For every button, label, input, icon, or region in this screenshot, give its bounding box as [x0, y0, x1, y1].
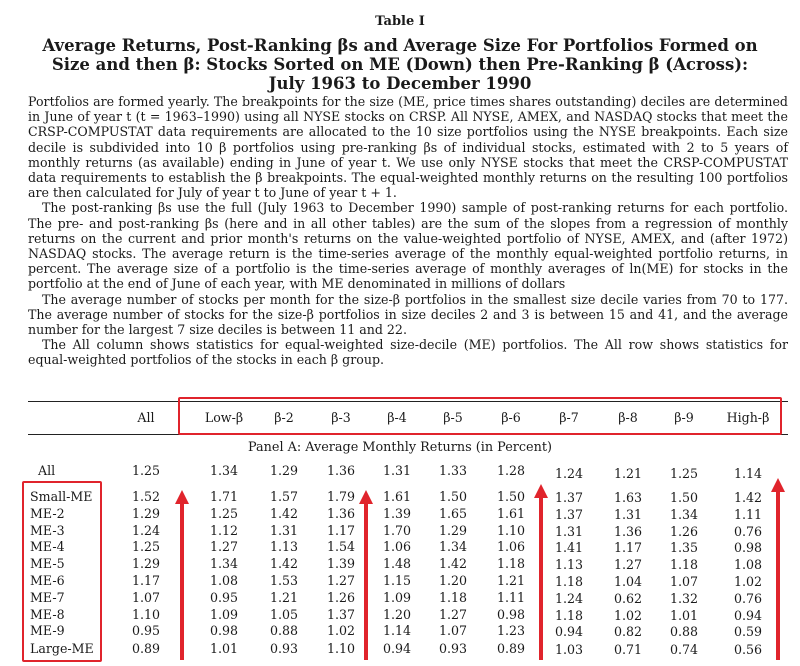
column-header-beta: β-9	[674, 410, 694, 425]
table-cell: 1.21	[496, 573, 526, 588]
table-cell: 1.50	[496, 489, 526, 504]
table-cell: 1.34	[669, 507, 699, 522]
table-cell: 1.26	[326, 590, 356, 605]
table-cell: 0.88	[669, 624, 699, 639]
row-label-size: ME-7	[30, 590, 65, 605]
table-cell: 1.50	[438, 489, 468, 504]
table-cell: 1.37	[326, 607, 356, 622]
column-header-beta: β-4	[387, 410, 407, 425]
title-line-2: Size and then β: Stocks Sorted on ME (Down) then Pre-Ranking β (Across):	[51, 55, 749, 74]
table-cell: 1.24	[554, 466, 584, 481]
table-cell: 1.20	[382, 607, 412, 622]
table-cell: 1.02	[613, 608, 643, 623]
row-label-size: ME-3	[30, 523, 65, 538]
table-cell: 1.21	[269, 590, 299, 605]
table-cell: 1.32	[669, 591, 699, 606]
table-cell: 1.07	[438, 623, 468, 638]
table-cell: 1.13	[554, 557, 584, 572]
row-label-size: ME-9	[30, 623, 65, 638]
column-header-beta: Low-β	[204, 410, 244, 425]
table-cell: 1.41	[554, 540, 584, 555]
table-cell: 1.27	[613, 557, 643, 572]
row-label-size: ME-4	[30, 539, 65, 554]
table-cell: 0.74	[669, 642, 699, 657]
table-cell: 1.61	[382, 489, 412, 504]
table-cell: 0.98	[733, 540, 763, 555]
table-cell: 1.05	[269, 607, 299, 622]
table-cell: 1.12	[209, 523, 239, 538]
table-cell: 1.10	[496, 523, 526, 538]
table-cell: 1.54	[326, 539, 356, 554]
table-cell: 1.65	[438, 506, 468, 521]
table-cell: 1.31	[554, 524, 584, 539]
table-cell: 1.71	[209, 489, 239, 504]
up-arrow-icon	[175, 490, 189, 660]
table-cell: 1.52	[131, 489, 161, 504]
row-label-size: ME-6	[30, 573, 65, 588]
table-cell: 1.14	[382, 623, 412, 638]
table-cell: 1.02	[326, 623, 356, 638]
table-cell: 1.39	[326, 556, 356, 571]
table-cell: 0.88	[269, 623, 299, 638]
table-cell: 0.89	[496, 641, 526, 656]
table-cell: 0.93	[269, 641, 299, 656]
table-cell: 1.42	[269, 506, 299, 521]
table-cell: 1.24	[131, 523, 161, 538]
table-cell: 1.17	[326, 523, 356, 538]
table-cell: 1.11	[496, 590, 526, 605]
table-cell: 1.18	[554, 574, 584, 589]
table-cell: 1.61	[496, 506, 526, 521]
table-label: Table I	[375, 14, 425, 29]
table-cell: 0.56	[733, 642, 763, 657]
table-cell: 1.04	[613, 574, 643, 589]
table-cell: 0.89	[131, 641, 161, 656]
table-cell: 1.36	[326, 506, 356, 521]
column-header-beta: β-7	[559, 410, 579, 425]
table-cell: 1.25	[131, 463, 161, 478]
table-cell: 1.63	[613, 490, 643, 505]
column-header-beta: β-2	[274, 410, 294, 425]
column-header-beta: High-β	[726, 410, 770, 425]
table-cell: 1.42	[438, 556, 468, 571]
row-label-size: Large-ME	[30, 641, 94, 656]
table-cell: 1.29	[269, 463, 299, 478]
table-cell: 0.95	[209, 590, 239, 605]
table-cell: 0.76	[733, 591, 763, 606]
table-cell: 1.36	[613, 524, 643, 539]
table-cell: 1.20	[438, 573, 468, 588]
caption-paragraph-1: Portfolios are formed yearly. The breakpoints for the size (ME, price times shares outstanding) deciles are determined in June of year t (t = 1963–1990) using all NYSE stocks on CRSP. All NYSE, AMEX, and NASDAQ stocks that meet the CRSP-COMPUSTAT data requirements are allocated to the 10 size portfolios using the NYSE breakpoints. Each size decile is subdivided into 10 β portfolios using pre-ranking βs of individual stocks, estimated with 2 to 5 years of monthly returns (as available) ending in June of year t. We use only NYSE stocks that meet the CRSP-COMPUSTAT data requirements to establish the β breakpoints. The equal-weighted monthly returns on the resulting 100 portfolios are then calculated for July of year t to June of year t + 1.	[28, 94, 788, 201]
table-cell: 0.94	[554, 624, 584, 639]
table-cell: 1.01	[209, 641, 239, 656]
caption-paragraph-3: The average number of stocks per month for the size-β portfolios in the smallest size decile varies from 70 to 177. The average number of stocks for the size-β portfolios in size deciles 2 and 3 is between 15 and 41, and the average number for the largest 7 size deciles is between 11 and 22.	[28, 291, 788, 338]
table-cell: 1.37	[554, 507, 584, 522]
table-cell: 1.57	[269, 489, 299, 504]
table-cell: 1.18	[554, 608, 584, 623]
table-cell: 1.42	[269, 556, 299, 571]
table-cell: 0.94	[733, 608, 763, 623]
up-arrow-icon	[771, 478, 785, 660]
column-header-beta: β-3	[331, 410, 351, 425]
table-cell: 1.48	[382, 556, 412, 571]
table-cell: 1.18	[438, 590, 468, 605]
table-cell: 1.09	[209, 607, 239, 622]
table-cell: 1.08	[209, 573, 239, 588]
table-cell: 1.26	[669, 524, 699, 539]
table-cell: 1.34	[438, 539, 468, 554]
table-cell: 1.25	[131, 539, 161, 554]
table-cell: 0.76	[733, 524, 763, 539]
caption-paragraph-2: The post-ranking βs use the full (July 1963 to December 1990) sample of post-ranking returns for each portfolio. The pre- and post-ranking βs (here and in all other tables) are the sum of the slopes from a regression of monthly returns on the current and prior month's returns on the value-weighted portfolio of NYSE, AMEX, and (after 1972) NASDAQ stocks. The average return is the time-series average of the monthly equal-weighted portfolio returns, in percent. The average size of a portfolio is the time-series average of monthly averages of ln(ME) for stocks in the portfolio at the end of June of each year, with ME denominated in millions of dollars	[28, 200, 788, 292]
row-label-size: ME-2	[30, 506, 65, 521]
table-cell: 1.29	[438, 523, 468, 538]
table-cell: 1.17	[131, 573, 161, 588]
column-header-beta: β-5	[443, 410, 463, 425]
table-cell: 0.98	[209, 623, 239, 638]
table-cell: 1.06	[382, 539, 412, 554]
table-cell: 1.01	[669, 608, 699, 623]
table-cell: 1.07	[669, 574, 699, 589]
panel-title: Panel A: Average Monthly Returns (in Percent)	[247, 440, 552, 455]
title-line-3: July 1963 to December 1990	[268, 74, 532, 93]
table-cell: 1.03	[554, 642, 584, 657]
table-cell: 1.34	[209, 463, 239, 478]
table-cell: 0.95	[131, 623, 161, 638]
table-cell: 1.79	[326, 489, 356, 504]
column-header-beta: β-8	[618, 410, 638, 425]
table-cell: 1.06	[496, 539, 526, 554]
table-cell: 1.27	[438, 607, 468, 622]
table-cell: 1.24	[554, 591, 584, 606]
table-cell: 1.21	[613, 466, 643, 481]
title-line-1: Average Returns, Post-Ranking βs and Average Size For Portfolios Formed on	[42, 36, 758, 55]
table-title	[30, 36, 770, 93]
table-cell: 1.29	[131, 506, 161, 521]
table-cell: 0.59	[733, 624, 763, 639]
row-label-size: Small-ME	[30, 489, 93, 504]
table-cell: 1.27	[326, 573, 356, 588]
table-cell: 1.18	[496, 556, 526, 571]
row-label-size: ME-5	[30, 556, 65, 571]
table-cell: 1.39	[382, 506, 412, 521]
table-cell: 1.17	[613, 540, 643, 555]
table-cell: 1.25	[669, 466, 699, 481]
column-header-beta: β-6	[501, 410, 521, 425]
table-cell: 1.35	[669, 540, 699, 555]
table-cell: 1.28	[496, 463, 526, 478]
table-cell: 0.94	[382, 641, 412, 656]
table-cell: 0.71	[613, 642, 643, 657]
table-cell: 1.18	[669, 557, 699, 572]
row-label-all: All	[38, 463, 56, 478]
table-cell: 1.27	[209, 539, 239, 554]
table-cell: 0.82	[613, 624, 643, 639]
table-cell: 1.53	[269, 573, 299, 588]
table-cell: 0.93	[438, 641, 468, 656]
table-cell: 1.31	[613, 507, 643, 522]
table-cell: 1.42	[733, 490, 763, 505]
table-cell: 1.70	[382, 523, 412, 538]
column-header-all: All	[137, 410, 155, 425]
beta-header-highlight-box	[178, 397, 782, 435]
table-cell: 1.29	[131, 556, 161, 571]
table-cell: 1.11	[733, 507, 763, 522]
table-cell: 1.50	[669, 490, 699, 505]
table-cell: 1.08	[733, 557, 763, 572]
caption-paragraph-4: The All column shows statistics for equal-weighted size-decile (ME) portfolios. The All row shows statistics for equal-weighted portfolios of the stocks in each β group.	[28, 337, 788, 368]
row-label-size: ME-8	[30, 607, 65, 622]
table-cell: 1.31	[269, 523, 299, 538]
table-cell: 1.13	[269, 539, 299, 554]
table-cell: 1.31	[382, 463, 412, 478]
table-cell: 1.34	[209, 556, 239, 571]
table-cell: 1.37	[554, 490, 584, 505]
table-cell: 1.10	[326, 641, 356, 656]
table-cell: 1.23	[496, 623, 526, 638]
table-cell: 1.15	[382, 573, 412, 588]
table-cell: 1.09	[382, 590, 412, 605]
table-cell: 0.62	[613, 591, 643, 606]
table-cell: 1.14	[733, 466, 763, 481]
table-cell: 1.25	[209, 506, 239, 521]
table-caption	[28, 94, 788, 368]
table-cell: 1.33	[438, 463, 468, 478]
size-label-highlight-box	[22, 481, 102, 662]
table-cell: 1.36	[326, 463, 356, 478]
table-cell: 1.02	[733, 574, 763, 589]
table-cell: 1.07	[131, 590, 161, 605]
table-cell: 1.10	[131, 607, 161, 622]
table-cell: 0.98	[496, 607, 526, 622]
